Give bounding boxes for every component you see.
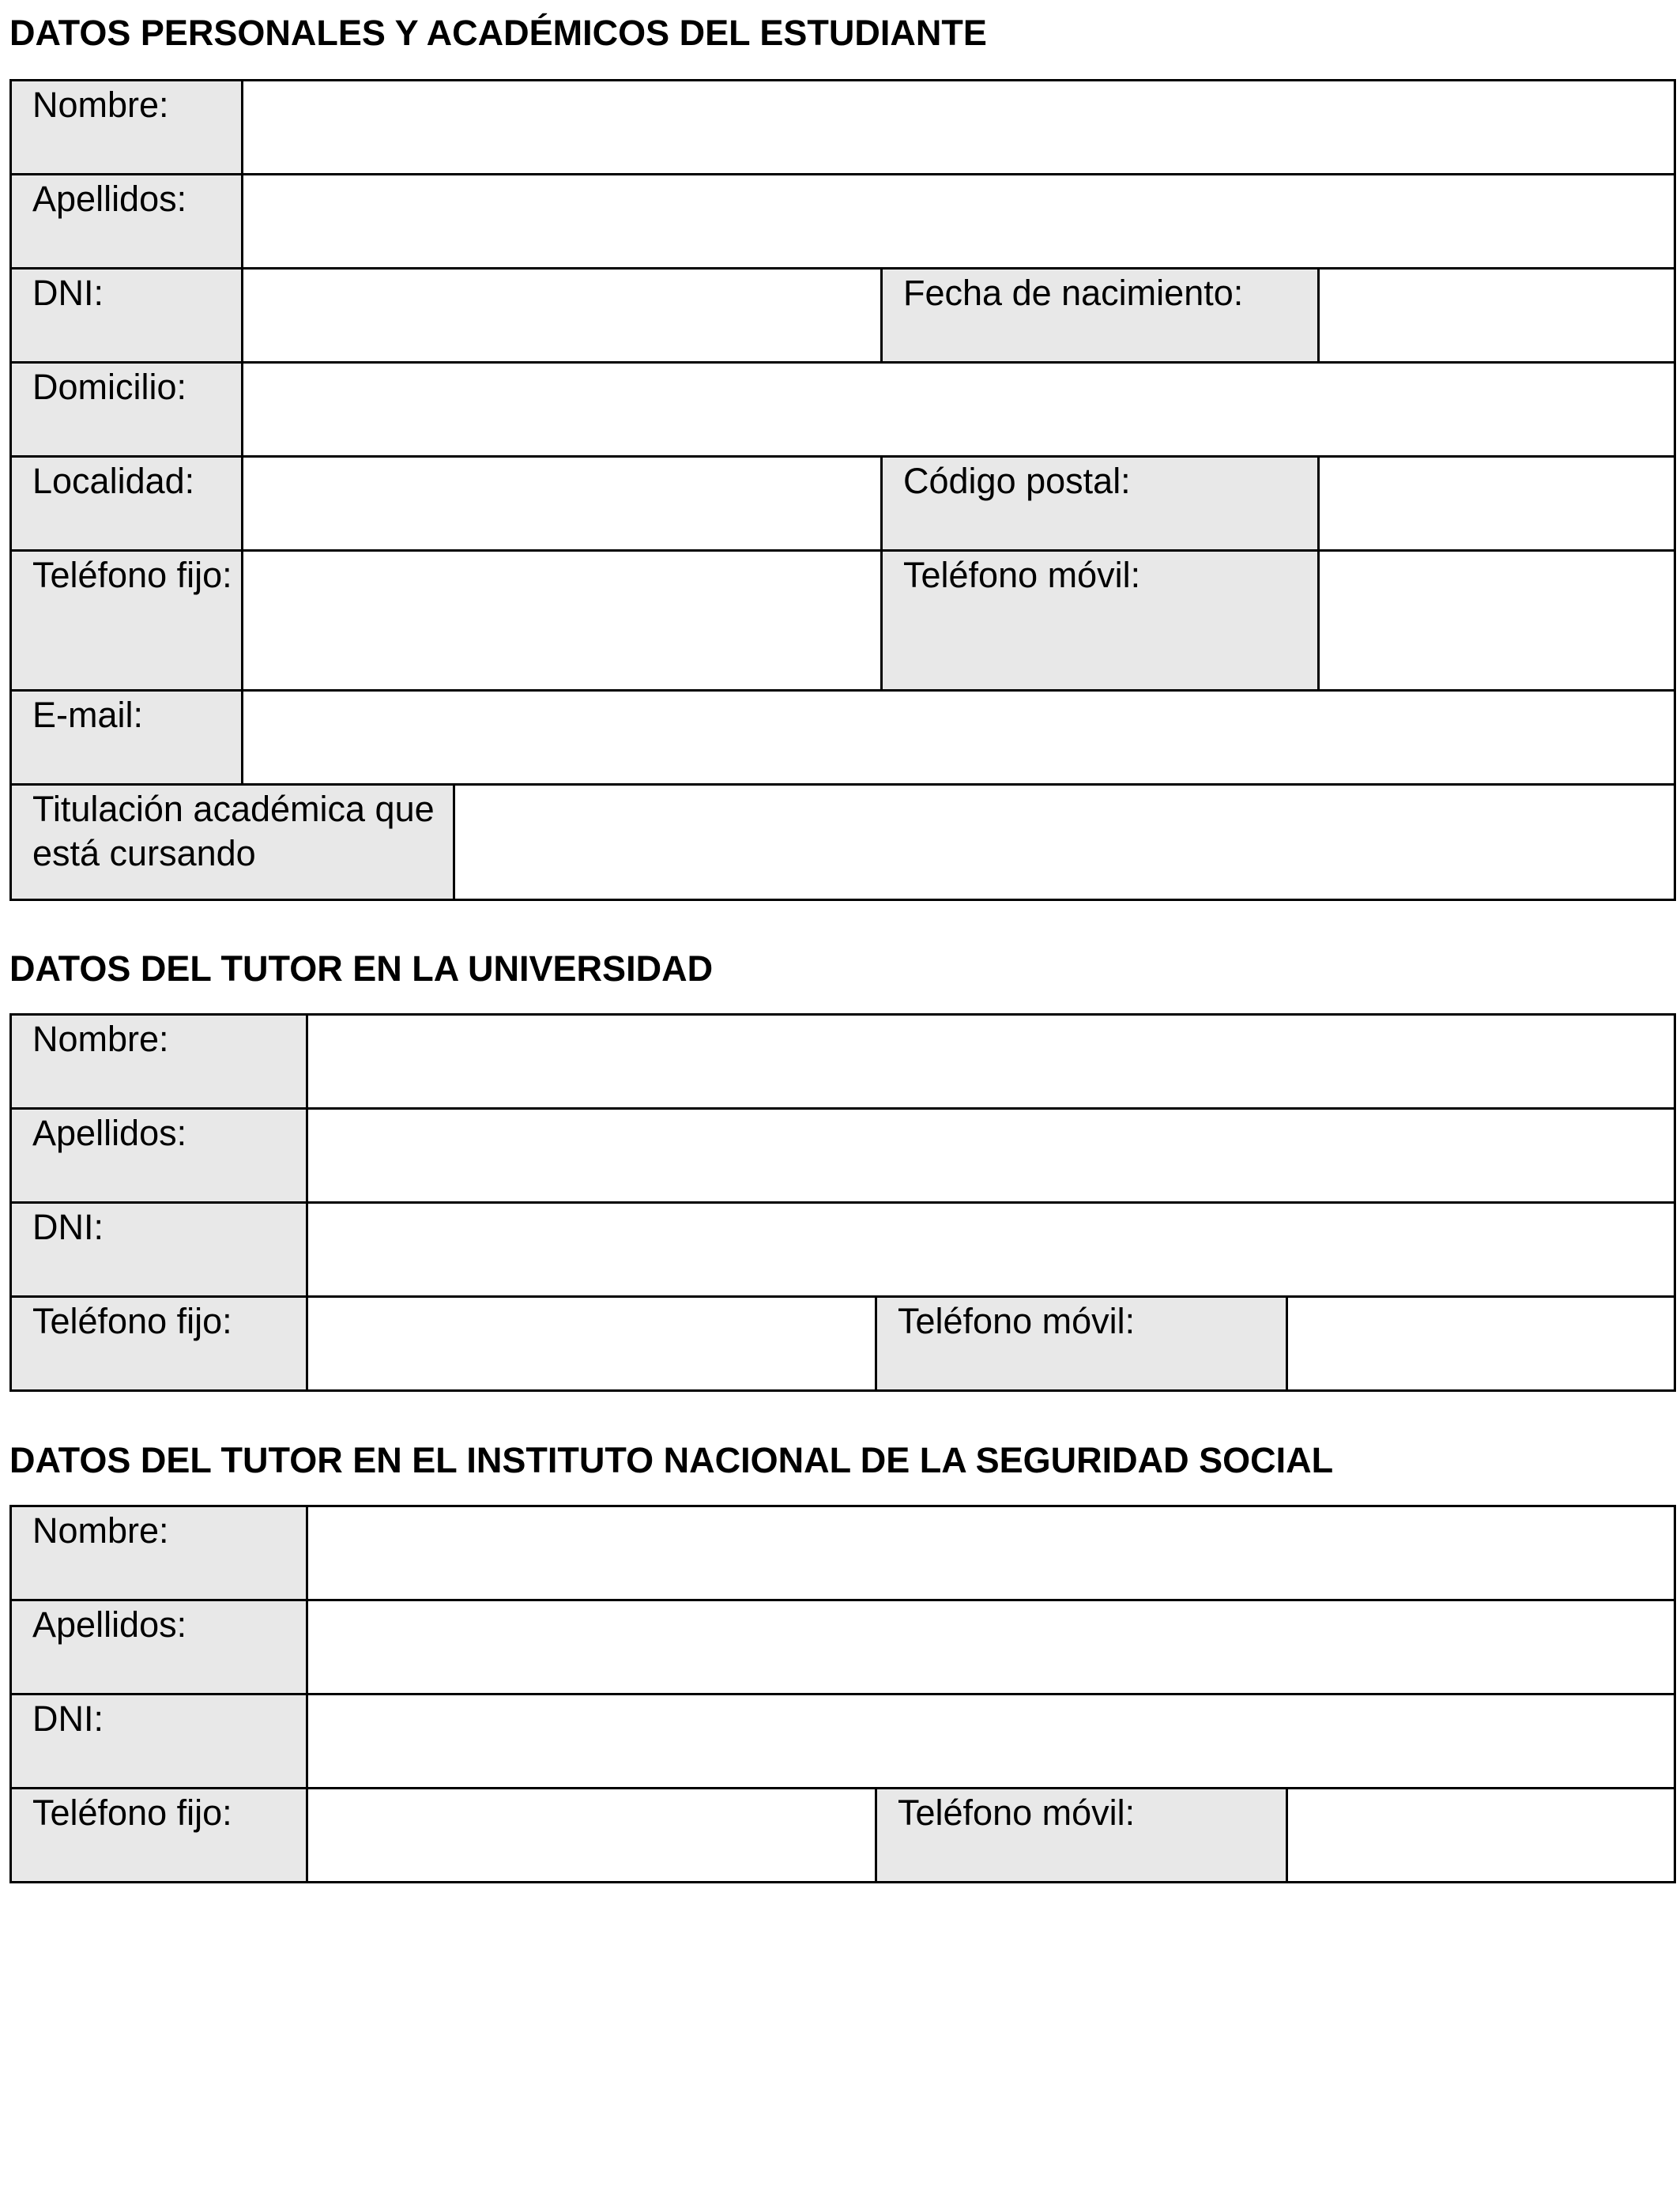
student-apellidos-label: Apellidos: bbox=[11, 175, 243, 269]
student-email-input[interactable] bbox=[243, 692, 1674, 727]
inss-tutor-telefono-fijo-cell[interactable] bbox=[307, 1789, 876, 1883]
university-tutor-telefono-movil-input[interactable] bbox=[1288, 1298, 1674, 1333]
student-codigo-postal-cell[interactable] bbox=[1319, 457, 1675, 551]
inss-tutor-apellidos-row bbox=[11, 1600, 1675, 1695]
student-telefono-fijo-input[interactable] bbox=[243, 552, 880, 587]
student-nombre-label: Nombre: bbox=[11, 81, 243, 175]
inss-tutor-nombre-row bbox=[11, 1506, 1675, 1600]
inss-tutor-nombre-input[interactable] bbox=[308, 1507, 1674, 1543]
student-dni-cell[interactable] bbox=[243, 269, 882, 363]
university-tutor-section-title: DATOS DEL TUTOR EN LA UNIVERSIDAD bbox=[9, 948, 714, 989]
university-tutor-apellidos-row bbox=[11, 1109, 1675, 1203]
student-telefono-movil-input[interactable] bbox=[1320, 552, 1674, 587]
inss-tutor-telefono-movil-input[interactable] bbox=[1288, 1789, 1674, 1825]
student-fecha-nacimiento-label: Fecha de nacimiento: bbox=[882, 269, 1319, 363]
student-dni-input[interactable] bbox=[243, 270, 880, 305]
student-email-cell[interactable] bbox=[243, 691, 1675, 785]
student-fecha-nacimiento-input[interactable] bbox=[1320, 270, 1674, 305]
inss-tutor-apellidos-label: Apellidos: bbox=[11, 1600, 307, 1695]
student-apellidos-input[interactable] bbox=[243, 175, 1674, 211]
inss-tutor-dni-row bbox=[11, 1695, 1675, 1789]
student-fecha-nacimiento-cell[interactable] bbox=[1319, 269, 1675, 363]
student-localidad-cell[interactable] bbox=[243, 457, 882, 551]
university-tutor-telefono-movil-label: Teléfono móvil: bbox=[876, 1297, 1287, 1391]
student-dni-label: DNI: bbox=[11, 269, 243, 363]
student-nombre-row bbox=[11, 81, 1675, 175]
student-telefono-movil-label: Teléfono móvil: bbox=[882, 551, 1319, 691]
inss-tutor-dni-cell[interactable] bbox=[307, 1695, 1675, 1789]
student-titulacion-input[interactable] bbox=[455, 786, 1674, 821]
student-localidad-input[interactable] bbox=[243, 458, 880, 493]
student-nombre-input[interactable] bbox=[243, 81, 1674, 117]
student-domicilio-row bbox=[11, 363, 1675, 457]
student-titulacion-row bbox=[11, 785, 1675, 900]
student-localidad-label: Localidad: bbox=[11, 457, 243, 551]
inss-tutor-table bbox=[9, 1505, 1676, 1883]
student-data-table bbox=[9, 79, 1676, 901]
student-domicilio-input[interactable] bbox=[243, 364, 1674, 399]
university-tutor-dni-row bbox=[11, 1203, 1675, 1297]
university-tutor-apellidos-label: Apellidos: bbox=[11, 1109, 307, 1203]
student-localidad-row bbox=[11, 457, 1675, 551]
inss-tutor-telefono-movil-label: Teléfono móvil: bbox=[876, 1789, 1287, 1883]
student-codigo-postal-input[interactable] bbox=[1320, 458, 1674, 493]
university-tutor-dni-label: DNI: bbox=[11, 1203, 307, 1297]
inss-tutor-telefono-fijo-input[interactable] bbox=[308, 1789, 875, 1825]
university-tutor-nombre-cell[interactable] bbox=[307, 1015, 1675, 1109]
student-domicilio-cell[interactable] bbox=[243, 363, 1675, 457]
inss-tutor-section-title: DATOS DEL TUTOR EN EL INSTITUTO NACIONAL DE LA SEGURIDAD SOCIAL bbox=[9, 1440, 1334, 1480]
inss-tutor-telefono-fijo-label: Teléfono fijo: bbox=[11, 1789, 307, 1883]
inss-tutor-apellidos-cell[interactable] bbox=[307, 1600, 1675, 1695]
inss-tutor-nombre-label: Nombre: bbox=[11, 1506, 307, 1600]
student-telefonos-row bbox=[11, 551, 1675, 691]
student-telefono-fijo-cell[interactable] bbox=[243, 551, 882, 691]
university-tutor-telefono-fijo-input[interactable] bbox=[308, 1298, 875, 1333]
student-nombre-cell[interactable] bbox=[243, 81, 1675, 175]
student-telefono-fijo-label: Teléfono fijo: bbox=[11, 551, 243, 691]
student-email-row bbox=[11, 691, 1675, 785]
university-tutor-nombre-row bbox=[11, 1015, 1675, 1109]
inss-tutor-telefono-movil-cell[interactable] bbox=[1287, 1789, 1675, 1883]
inss-tutor-dni-input[interactable] bbox=[308, 1695, 1674, 1731]
inss-tutor-nombre-cell[interactable] bbox=[307, 1506, 1675, 1600]
university-tutor-apellidos-cell[interactable] bbox=[307, 1109, 1675, 1203]
student-titulacion-cell[interactable] bbox=[454, 785, 1675, 900]
university-tutor-dni-input[interactable] bbox=[308, 1204, 1674, 1239]
university-tutor-telefonos-row bbox=[11, 1297, 1675, 1391]
university-tutor-telefono-fijo-cell[interactable] bbox=[307, 1297, 876, 1391]
university-tutor-telefono-fijo-label: Teléfono fijo: bbox=[11, 1297, 307, 1391]
student-section-title: DATOS PERSONALES Y ACADÉMICOS DEL ESTUDIANTE bbox=[9, 13, 987, 53]
student-email-label: E-mail: bbox=[11, 691, 243, 785]
student-titulacion-label: Titulación académica que está cursando bbox=[11, 785, 454, 900]
student-apellidos-cell[interactable] bbox=[243, 175, 1675, 269]
inss-tutor-dni-label: DNI: bbox=[11, 1695, 307, 1789]
university-tutor-table bbox=[9, 1013, 1676, 1392]
inss-tutor-apellidos-input[interactable] bbox=[308, 1601, 1674, 1637]
university-tutor-nombre-input[interactable] bbox=[308, 1016, 1674, 1051]
university-tutor-nombre-label: Nombre: bbox=[11, 1015, 307, 1109]
university-tutor-telefono-movil-cell[interactable] bbox=[1287, 1297, 1675, 1391]
student-apellidos-row bbox=[11, 175, 1675, 269]
university-tutor-dni-cell[interactable] bbox=[307, 1203, 1675, 1297]
university-tutor-apellidos-input[interactable] bbox=[308, 1110, 1674, 1145]
inss-tutor-telefonos-row bbox=[11, 1789, 1675, 1883]
student-dni-row bbox=[11, 269, 1675, 363]
student-domicilio-label: Domicilio: bbox=[11, 363, 243, 457]
student-codigo-postal-label: Código postal: bbox=[882, 457, 1319, 551]
student-telefono-movil-cell[interactable] bbox=[1319, 551, 1675, 691]
